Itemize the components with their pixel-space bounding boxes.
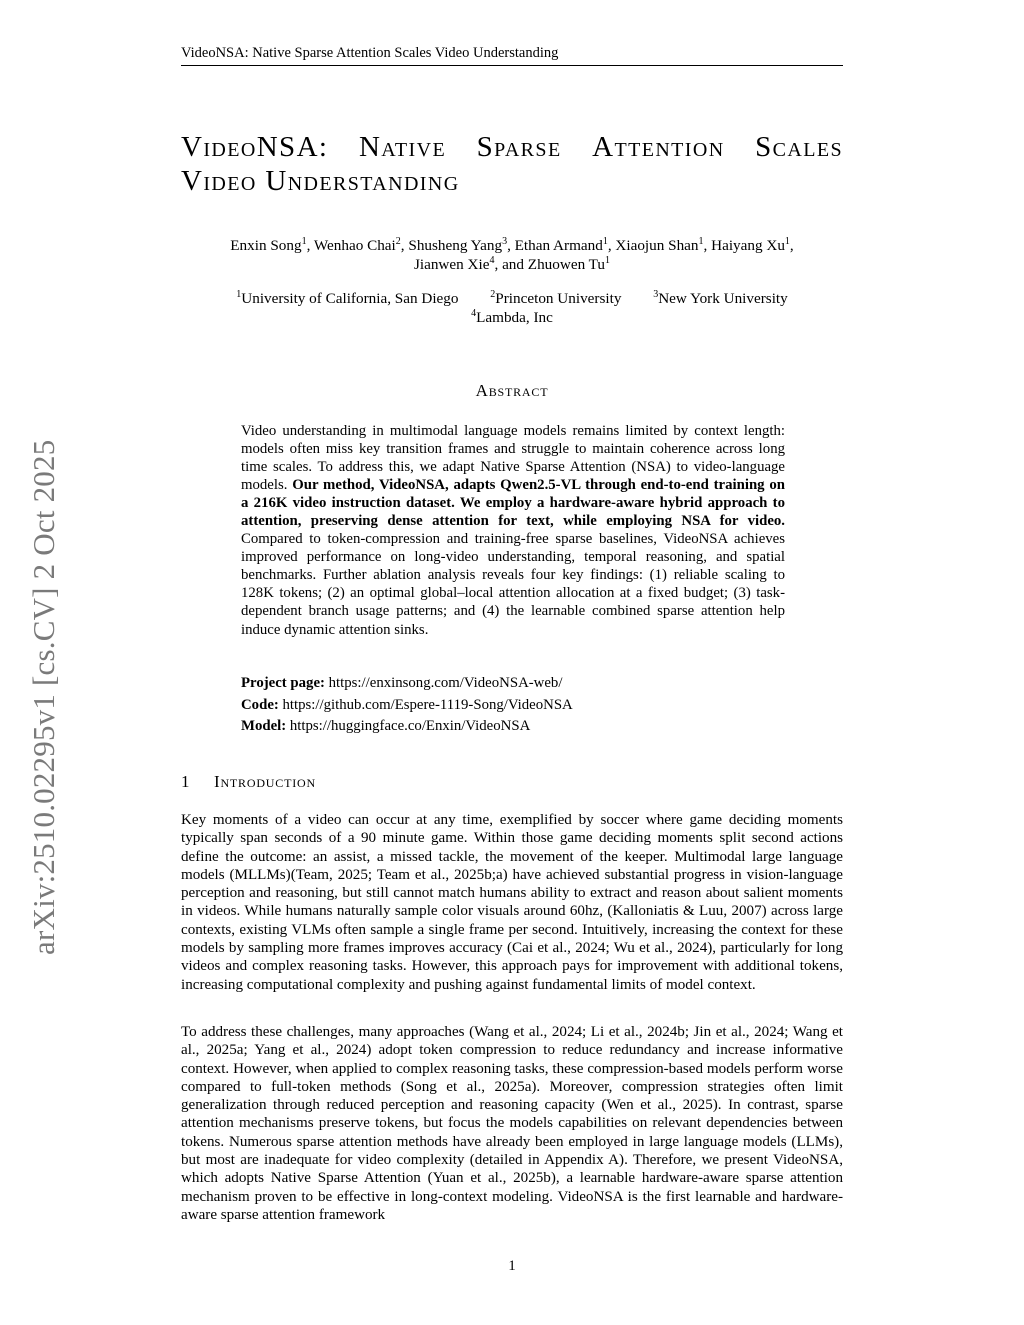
link-label: Project page:	[241, 675, 325, 691]
section-title: Introduction	[214, 772, 316, 791]
running-header: VideoNSA: Native Sparse Attention Scales Video Understanding	[181, 44, 843, 66]
affiliation-row	[181, 289, 843, 308]
author-affiliation-mark: 1	[698, 235, 704, 247]
code-link[interactable]: https://github.com/Espere-1119-Song/VideoNSA	[282, 696, 573, 713]
author-separator: , and	[494, 256, 528, 273]
author-separator: ,	[703, 237, 712, 254]
affiliation-name: University of California, San Diego	[241, 290, 459, 307]
author-separator: ,	[607, 237, 616, 254]
body-paragraph: To address these challenges, many approaches (Wang et al., 2024; Li et al., 2024b; Jin et al., 2024; Wang et al., 2025a; Yang et al., 2024) adopt token compression to reduce redundancy and increase informative context. However, when applied to complex reasoning tasks, these compression-based models perform worse compared to full-token methods (Song et al., 2025a). Moreover, compression strategies often limit generalization through reduced perception and reasoning capacity (Wen et al., 2025). In contrast, sparse attention mechanisms preserve tokens, but focus the models capabilities on relevant dependencies between tokens. Numerous sparse attention methods have already been employed in large language models (LLMs), but most are inadequate for video complexity (detailed in Appendix A). Therefore, we present VideoNSA, which adopts Native Sparse Attention (Yuan et al., 2025b), a learnable hardware-aware sparse attention mechanism proven to be effective in long-context modeling. VideoNSA is the first learnable and hardware-aware sparse attention framework	[181, 1024, 843, 1223]
abstract-body	[241, 422, 785, 639]
model-line	[241, 716, 785, 738]
abstract-heading: Abstract	[475, 381, 549, 400]
affiliation-number: 2	[490, 288, 496, 300]
section-number: 1	[181, 772, 191, 791]
title-line-2: Video Understanding	[181, 165, 460, 197]
title-word: Native	[358, 131, 447, 163]
author-name: Ethan Armand	[514, 237, 603, 254]
project-page-link[interactable]: https://enxinsong.com/VideoNSA-web/	[328, 675, 563, 691]
author-name: Xiaojun Shan	[615, 237, 699, 254]
link-label: Code:	[241, 696, 279, 713]
author-name: Wenhao Chai	[313, 237, 396, 254]
author-name: Jianwen Xie	[413, 256, 490, 273]
author-name: Enxin Song	[230, 237, 302, 254]
project-page-line	[241, 673, 785, 695]
abstract-text: Compared to token-compression and training-free sparse baselines, VideoNSA achieves improved performance on long-video understanding, temporal reasoning, and spatial benchmarks. Further ablation analysis reveals four key findings: (1) reliable scaling to 128K tokens; (2) an optimal global–local attention allocation at a fixed budget; (3) task-dependent branch usage patterns; and (4) the learnable combined sparse attention help induce dynamic attention sinks.	[241, 531, 785, 638]
author-name: Zhuowen Tu	[527, 256, 606, 273]
author-affiliation-mark: 1	[602, 235, 608, 247]
title-word: VideoNSA:	[181, 131, 329, 163]
author-separator: ,	[507, 237, 515, 254]
affiliation-number: 4	[471, 307, 477, 319]
affiliation	[236, 290, 458, 307]
author-list	[181, 236, 843, 274]
code-line	[241, 695, 785, 717]
resource-links	[241, 673, 785, 738]
author-separator: ,	[789, 237, 794, 254]
section-heading	[181, 772, 843, 792]
title-line-1	[181, 130, 843, 164]
affiliation-row	[181, 308, 843, 327]
model-link[interactable]: https://huggingface.co/Enxin/VideoNSA	[289, 718, 531, 734]
affiliation-name: Lambda, Inc	[476, 309, 553, 326]
page-number: 1	[508, 1258, 516, 1274]
author-affiliation-mark: 4	[489, 254, 495, 266]
author-affiliation-mark: 1	[784, 235, 790, 247]
affiliation-number: 3	[653, 288, 659, 300]
arxiv-stamp[interactable]: arXiv:2510.02295v1 [cs.CV] 2 Oct 2025	[26, 439, 61, 955]
author-affiliation-mark: 2	[395, 235, 401, 247]
body-paragraph: Key moments of a video can occur at any time, exemplified by soccer where game deciding moments typically span seconds of a 90 minute game. Within those game deciding moments split second actions define the outcome: an assist, a missed tackle, the movement of the keeper. Multimodal large language models (MLLMs)(Team, 2025; Team et al., 2025b;a) have achieved substantial progress in vision-language perception and reasoning, but still cannot match humans ability to extract and reason about salient moments in videos. While humans naturally sample color visuals around 60hz, (Kalloniatis & Luu, 2007) across large contexts, existing VLMs often sample a single frame per second. Intuitively, increasing the context for these models by sampling more frames improves accuracy (Cai et al., 2024; Wu et al., 2024), particularly for long videos and complex reasoning tasks. However, this approach pays for improvement with additional tokens, increasing computational complexity and pushing against fundamental limits of model context.	[181, 812, 843, 993]
affiliation-name: New York University	[658, 290, 788, 307]
affiliation	[653, 290, 788, 307]
title-word: Attention	[592, 131, 725, 163]
title-word: Scales	[755, 131, 843, 163]
abstract-bold-text: Our method, VideoNSA, adapts Qwen2.5-VL through end-to-end training on a 216K video instruction dataset. We employ a hardware-aware hybrid approach to attention, preserving dense attention for text, while employing NSA for video.	[241, 477, 785, 530]
paper-title	[181, 130, 843, 198]
abstract-text: Video understanding in multimodal language models remains limited by context length: models often miss key transition frames and struggle to maintain coherence across long time scales. To address this, we adapt Native Sparse Attention (NSA) to video-language models.	[241, 423, 785, 494]
author-affiliation-mark: 1	[301, 235, 307, 247]
affiliation	[490, 290, 621, 307]
author-affiliation-mark: 3	[502, 235, 508, 247]
affiliation-number: 1	[236, 288, 242, 300]
author-affiliation-mark: 1	[605, 254, 611, 266]
affiliation-list	[181, 289, 843, 327]
author-separator: ,	[400, 237, 409, 254]
link-label: Model:	[241, 718, 287, 734]
author-name: Haiyang Xu	[711, 237, 785, 254]
title-word: Sparse	[476, 131, 562, 163]
author-name: Shusheng Yang	[408, 237, 503, 254]
affiliation-name: Princeton University	[495, 290, 622, 307]
author-separator: ,	[306, 237, 314, 254]
affiliation	[471, 309, 553, 326]
